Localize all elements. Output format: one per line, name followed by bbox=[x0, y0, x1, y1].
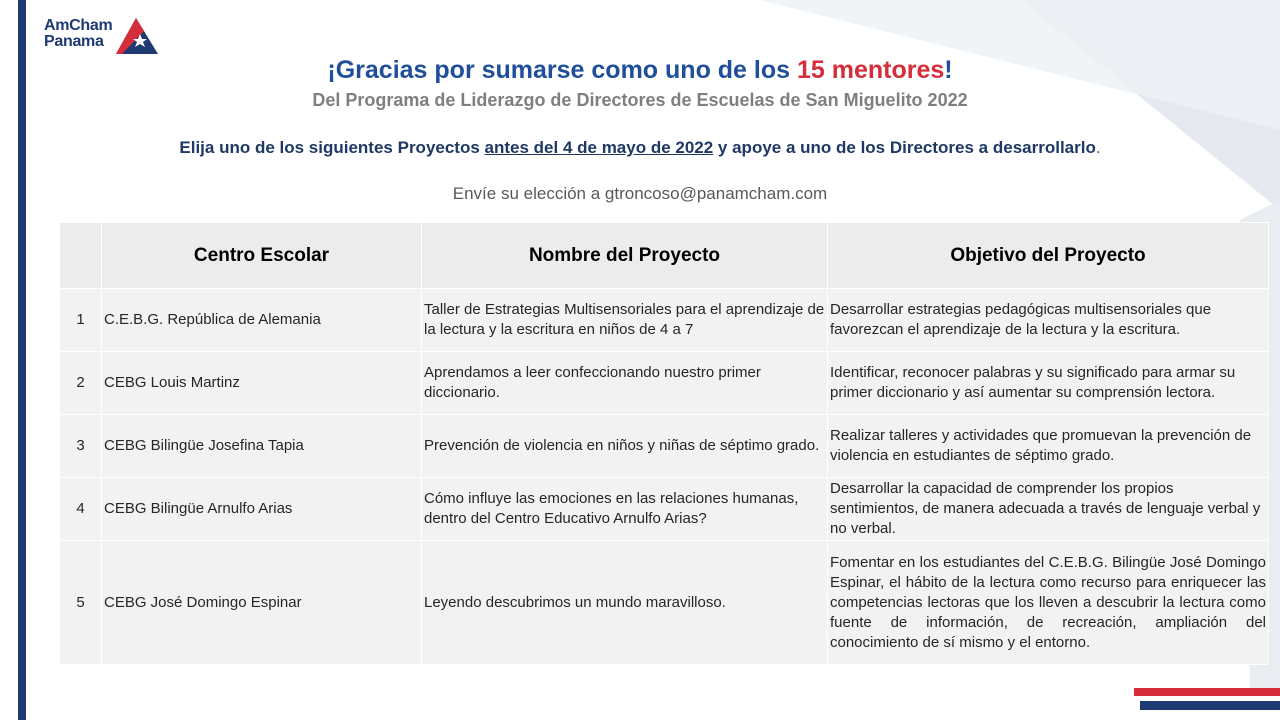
table-row bbox=[60, 352, 1269, 415]
header-objective: Objetivo del Proyecto bbox=[828, 223, 1269, 289]
header-project: Nombre del Proyecto bbox=[422, 223, 828, 289]
table-row bbox=[60, 415, 1269, 478]
corner-stripes bbox=[1134, 688, 1280, 710]
page-title bbox=[0, 56, 1280, 85]
title-accent: 15 mentores bbox=[796, 56, 945, 84]
table-row bbox=[60, 289, 1269, 352]
row-objective: Desarrollar estrategias pedagógicas multisensoriales que favorezcan el aprendizaje de la lectura y la escritura. bbox=[828, 289, 1269, 352]
title-end: ! bbox=[944, 56, 953, 84]
row-project: Prevención de violencia en niños y niñas de séptimo grado. bbox=[422, 415, 828, 478]
header-school: Centro Escolar bbox=[102, 223, 422, 289]
star-triangle-logo-icon bbox=[114, 16, 160, 56]
email-instruction: Envíe su elección a gtroncoso@panamcham.com bbox=[452, 184, 828, 203]
row-number: 1 bbox=[60, 289, 102, 352]
instruction-end: y apoye a uno de los Directores a desarrollarlo bbox=[713, 138, 1096, 157]
row-objective: Fomentar en los estudiantes del C.E.B.G. Bilingüe José Domingo Espinar, el hábito de la lectura como recurso para enriquecer las competencias lectoras que los lleven a descubrir la lectura como fuente de información, de recreación, ampliación del conocimiento de sí mismo y el entorno. bbox=[828, 541, 1269, 665]
table-header-row bbox=[60, 223, 1269, 289]
row-objective: Identificar, reconocer palabras y su significado para armar su primer diccionario y así aumentar su comprensión lectora. bbox=[828, 352, 1269, 415]
row-project: Taller de Estrategias Multisensoriales para el aprendizaje de la lectura y la escritura en niños de 4 a 7 bbox=[422, 289, 828, 352]
logo-line-1: AmCham bbox=[44, 17, 113, 34]
projects-table bbox=[59, 222, 1269, 665]
row-school: CEBG Bilingüe Josefina Tapia bbox=[102, 415, 422, 478]
row-number: 3 bbox=[60, 415, 102, 478]
row-project: Leyendo descubrimos un mundo maravilloso. bbox=[422, 541, 828, 665]
row-number: 5 bbox=[60, 541, 102, 665]
amcham-logo bbox=[44, 18, 160, 56]
instruction-deadline: antes del 4 de mayo de 2022 bbox=[484, 138, 714, 157]
row-project: Cómo influye las emociones en las relaciones humanas, dentro del Centro Educativo Arnulfo Arias? bbox=[422, 478, 828, 541]
logo-line-2: Panama bbox=[44, 33, 104, 50]
row-objective: Desarrollar la capacidad de comprender los propios sentimientos, de manera adecuada a través de lenguaje verbal y no verbal. bbox=[828, 478, 1269, 541]
title-start: ¡Gracias por sumarse como uno de los bbox=[327, 56, 797, 84]
instruction-text bbox=[0, 138, 1280, 158]
table-row bbox=[60, 478, 1269, 541]
row-objective: Realizar talleres y actividades que promuevan la prevención de violencia en estudiantes de séptimo grado. bbox=[828, 415, 1269, 478]
row-school: CEBG Louis Martinz bbox=[102, 352, 422, 415]
row-project: Aprendamos a leer confeccionando nuestro primer diccionario. bbox=[422, 352, 828, 415]
row-number: 2 bbox=[60, 352, 102, 415]
instruction-dot: . bbox=[1095, 138, 1101, 157]
row-number: 4 bbox=[60, 478, 102, 541]
page-subtitle: Del Programa de Liderazgo de Directores de Escuelas de San Miguelito 2022 bbox=[312, 90, 968, 110]
table-row bbox=[60, 541, 1269, 665]
row-school: C.E.B.G. República de Alemania bbox=[102, 289, 422, 352]
header-number bbox=[60, 223, 102, 289]
row-school: CEBG José Domingo Espinar bbox=[102, 541, 422, 665]
instruction-start: Elija uno de los siguientes Proyectos bbox=[179, 138, 485, 157]
row-school: CEBG Bilingüe Arnulfo Arias bbox=[102, 478, 422, 541]
